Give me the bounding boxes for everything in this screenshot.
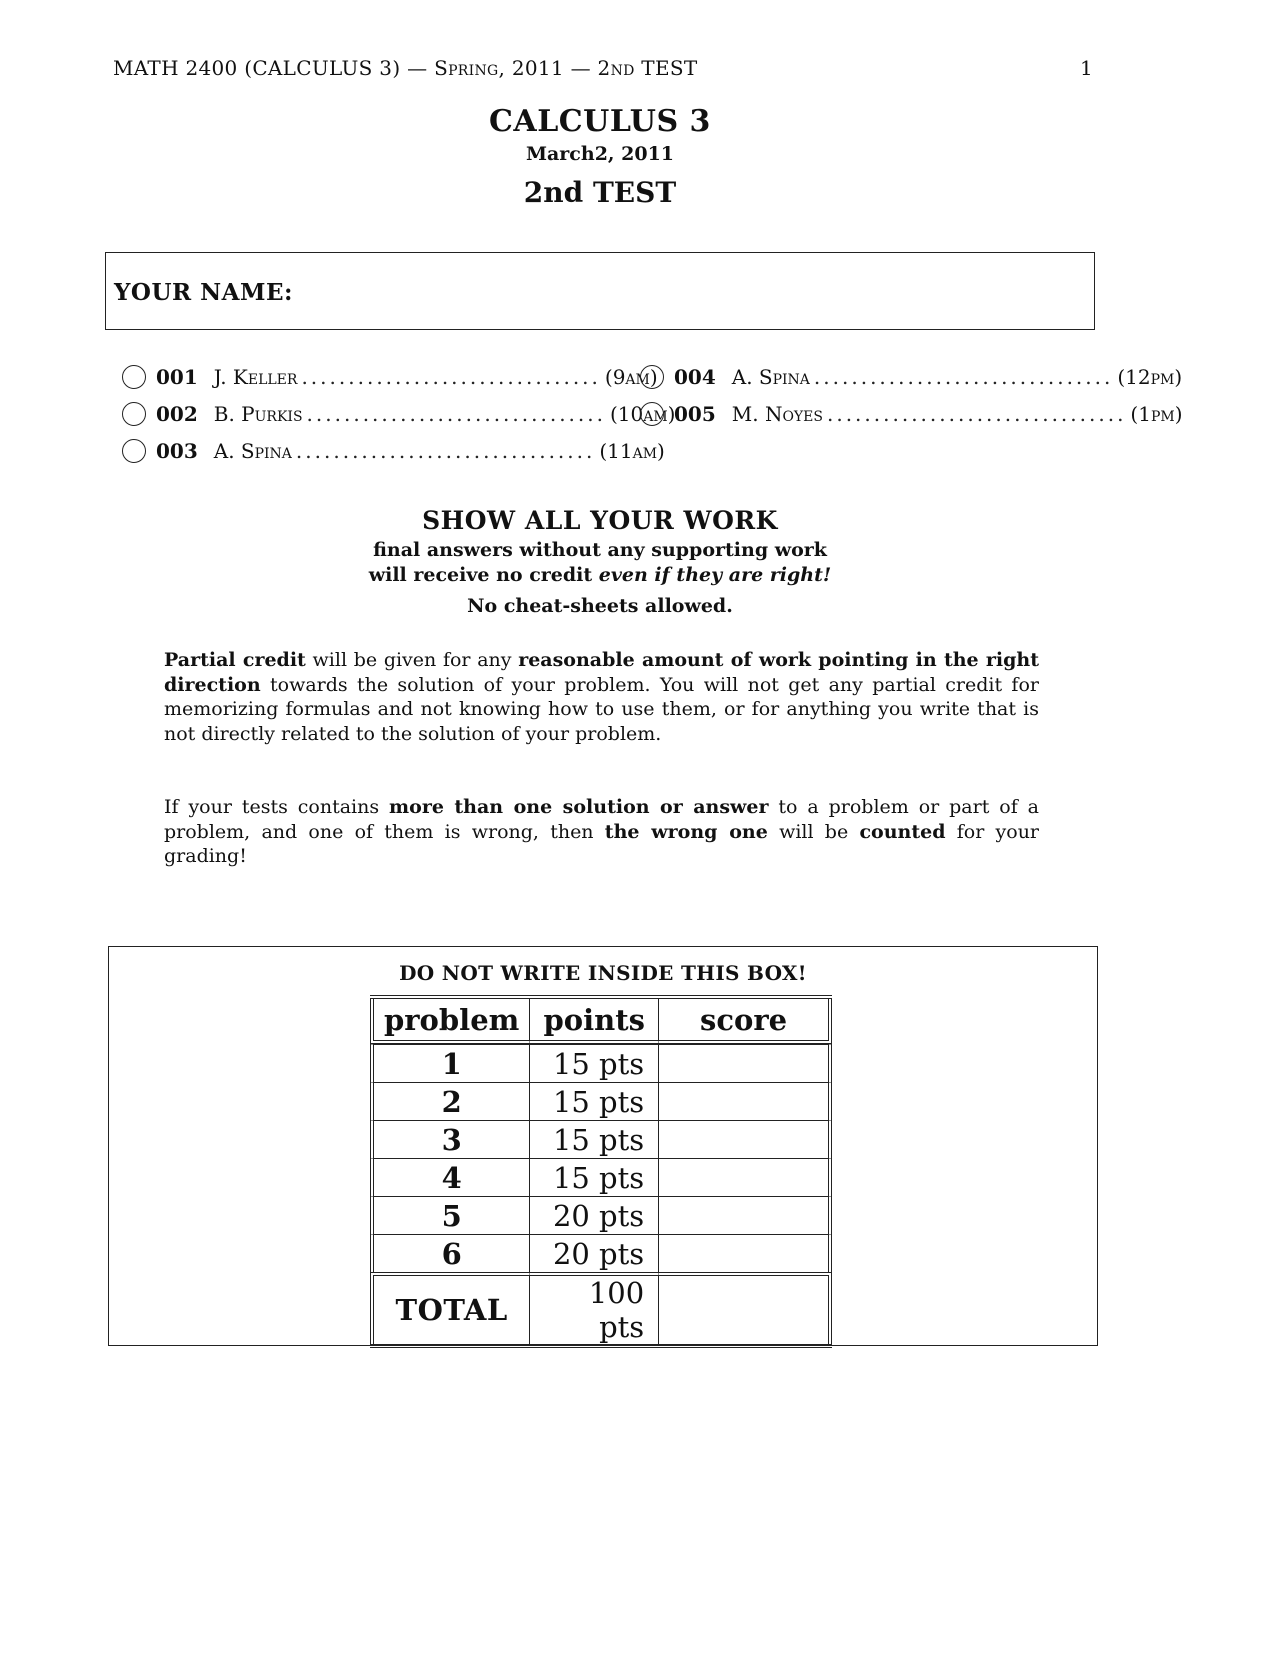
total-label: TOTAL bbox=[370, 1272, 530, 1344]
score-cell bbox=[659, 1044, 832, 1082]
section-time: (11am) bbox=[599, 438, 665, 463]
running-header bbox=[113, 56, 1093, 80]
partial-credit-text-1: will be given for any bbox=[305, 649, 519, 671]
table-row bbox=[370, 1196, 832, 1234]
section-code: 005 bbox=[674, 401, 716, 426]
header-problem: problem bbox=[370, 999, 530, 1044]
instructions-heading: SHOW ALL YOUR WORK bbox=[422, 506, 778, 535]
problem-points: 20 pts bbox=[530, 1234, 659, 1272]
instructions-line-1: final answers without any supporting work bbox=[373, 539, 827, 561]
section-code: 003 bbox=[156, 438, 198, 463]
table-row bbox=[370, 1158, 832, 1196]
table-row bbox=[370, 1120, 832, 1158]
problem-points: 15 pts bbox=[530, 1158, 659, 1196]
problem-number: 4 bbox=[370, 1158, 530, 1196]
name-box[interactable] bbox=[105, 252, 1095, 330]
header-ordinal: nd bbox=[610, 56, 635, 80]
problem-points: 20 pts bbox=[530, 1196, 659, 1234]
table-row bbox=[370, 1082, 832, 1120]
radio-circle-icon[interactable] bbox=[122, 402, 146, 426]
page-number: 1 bbox=[1079, 56, 1093, 80]
multiple-answers-bold-2: the wrong one bbox=[604, 820, 768, 843]
section-selector bbox=[122, 358, 1183, 468]
table-row bbox=[370, 1234, 832, 1272]
header-points: points bbox=[530, 999, 659, 1044]
multiple-answers-text-1: If your tests contains bbox=[164, 796, 390, 818]
test-title: 2nd TEST bbox=[523, 176, 677, 209]
section-time: (12pm) bbox=[1117, 364, 1183, 389]
problem-points: 15 pts bbox=[530, 1120, 659, 1158]
score-cell bbox=[659, 1082, 832, 1120]
dot-leader: ................................ bbox=[306, 401, 606, 426]
section-code: 001 bbox=[156, 364, 198, 389]
multiple-answers-text-3: will be bbox=[767, 820, 860, 843]
section-option[interactable] bbox=[122, 432, 665, 469]
dot-leader: ................................ bbox=[295, 438, 596, 463]
radio-circle-icon[interactable] bbox=[122, 365, 146, 389]
section-option[interactable] bbox=[122, 395, 676, 432]
multiple-answers-bold-3: counted bbox=[859, 820, 946, 843]
total-score-cell bbox=[659, 1272, 832, 1344]
problem-number: 3 bbox=[370, 1120, 530, 1158]
grading-box-title: DO NOT WRITE INSIDE THIS BOX! bbox=[399, 961, 807, 985]
partial-credit-text-2: towards the solution of your problem. You will not get any partial credit for memorizing formulas and not knowing how to use them, or for anything you write that is not directly related to the solution of your problem. bbox=[164, 673, 1039, 745]
problem-number: 5 bbox=[370, 1196, 530, 1234]
course-title: CALCULUS 3 bbox=[489, 104, 711, 139]
header-text-2: , 2011 — 2 bbox=[498, 56, 611, 80]
problem-number: 2 bbox=[370, 1082, 530, 1120]
score-cell bbox=[659, 1234, 832, 1272]
radio-circle-icon[interactable] bbox=[640, 365, 664, 389]
partial-credit-bold-2: reasonable amount of work pointing in the right direction bbox=[164, 649, 1039, 696]
problem-points: 15 pts bbox=[530, 1082, 659, 1120]
name-label: YOUR NAME: bbox=[114, 279, 293, 306]
dot-leader: ................................ bbox=[301, 364, 601, 389]
section-option[interactable] bbox=[640, 395, 1183, 432]
instructor-name: M. Noyes bbox=[731, 401, 823, 426]
multiple-answers-paragraph bbox=[164, 795, 1039, 869]
radio-circle-icon[interactable] bbox=[122, 439, 146, 463]
header-text-1: MATH 2400 (CALCULUS 3) — bbox=[113, 56, 435, 80]
dot-leader: ................................ bbox=[826, 401, 1127, 426]
table-total-row bbox=[370, 1272, 832, 1344]
multiple-answers-bold-1: more than one solution or answer bbox=[389, 796, 769, 818]
instructions-line-2 bbox=[0, 564, 1200, 586]
section-time: (9am) bbox=[604, 364, 658, 389]
instructor-name: J. Keller bbox=[213, 364, 298, 389]
section-code: 004 bbox=[674, 364, 716, 389]
section-time: (1pm) bbox=[1130, 401, 1183, 426]
instructions-line-3: No cheat-sheets allowed. bbox=[467, 595, 733, 617]
grading-table bbox=[370, 995, 832, 1348]
instructor-name: A. Spina bbox=[731, 364, 810, 389]
section-column-left bbox=[122, 358, 676, 469]
multiple-answers-text-2: to a problem or part of a problem, and one of them is wrong, then bbox=[164, 796, 1039, 843]
multiple-answers-text-4: for your grading! bbox=[164, 820, 1040, 867]
header-score: score bbox=[659, 999, 832, 1044]
total-points: 100 pts bbox=[530, 1272, 659, 1344]
partial-credit-paragraph bbox=[164, 648, 1039, 746]
table-header-row bbox=[370, 999, 832, 1044]
score-cell bbox=[659, 1158, 832, 1196]
problem-points: 15 pts bbox=[530, 1044, 659, 1082]
table-row bbox=[370, 1044, 832, 1082]
score-cell bbox=[659, 1196, 832, 1234]
section-column-right bbox=[640, 358, 1183, 432]
instructions-line-2-text: will receive no credit bbox=[368, 564, 599, 586]
instructor-name: A. Spina bbox=[213, 438, 292, 463]
problem-number: 6 bbox=[370, 1234, 530, 1272]
header-text-3: TEST bbox=[634, 56, 698, 80]
section-code: 002 bbox=[156, 401, 198, 426]
section-time: (10am) bbox=[609, 401, 676, 426]
grading-table-wrap bbox=[370, 995, 832, 1348]
problem-number: 1 bbox=[370, 1044, 530, 1082]
dot-leader: ................................ bbox=[813, 364, 1114, 389]
test-date: March2, 2011 bbox=[525, 143, 675, 165]
score-cell bbox=[659, 1120, 832, 1158]
instructor-name: B. Purkis bbox=[213, 401, 303, 426]
instructions-line-2-emphasis: even if they are right! bbox=[598, 564, 832, 586]
header-course-info bbox=[113, 56, 697, 80]
radio-circle-icon[interactable] bbox=[640, 402, 664, 426]
header-term: Spring bbox=[434, 56, 499, 80]
section-option[interactable] bbox=[122, 358, 658, 395]
section-option[interactable] bbox=[640, 358, 1183, 395]
partial-credit-bold-1: Partial credit bbox=[164, 649, 306, 671]
grading-box bbox=[108, 946, 1098, 1346]
